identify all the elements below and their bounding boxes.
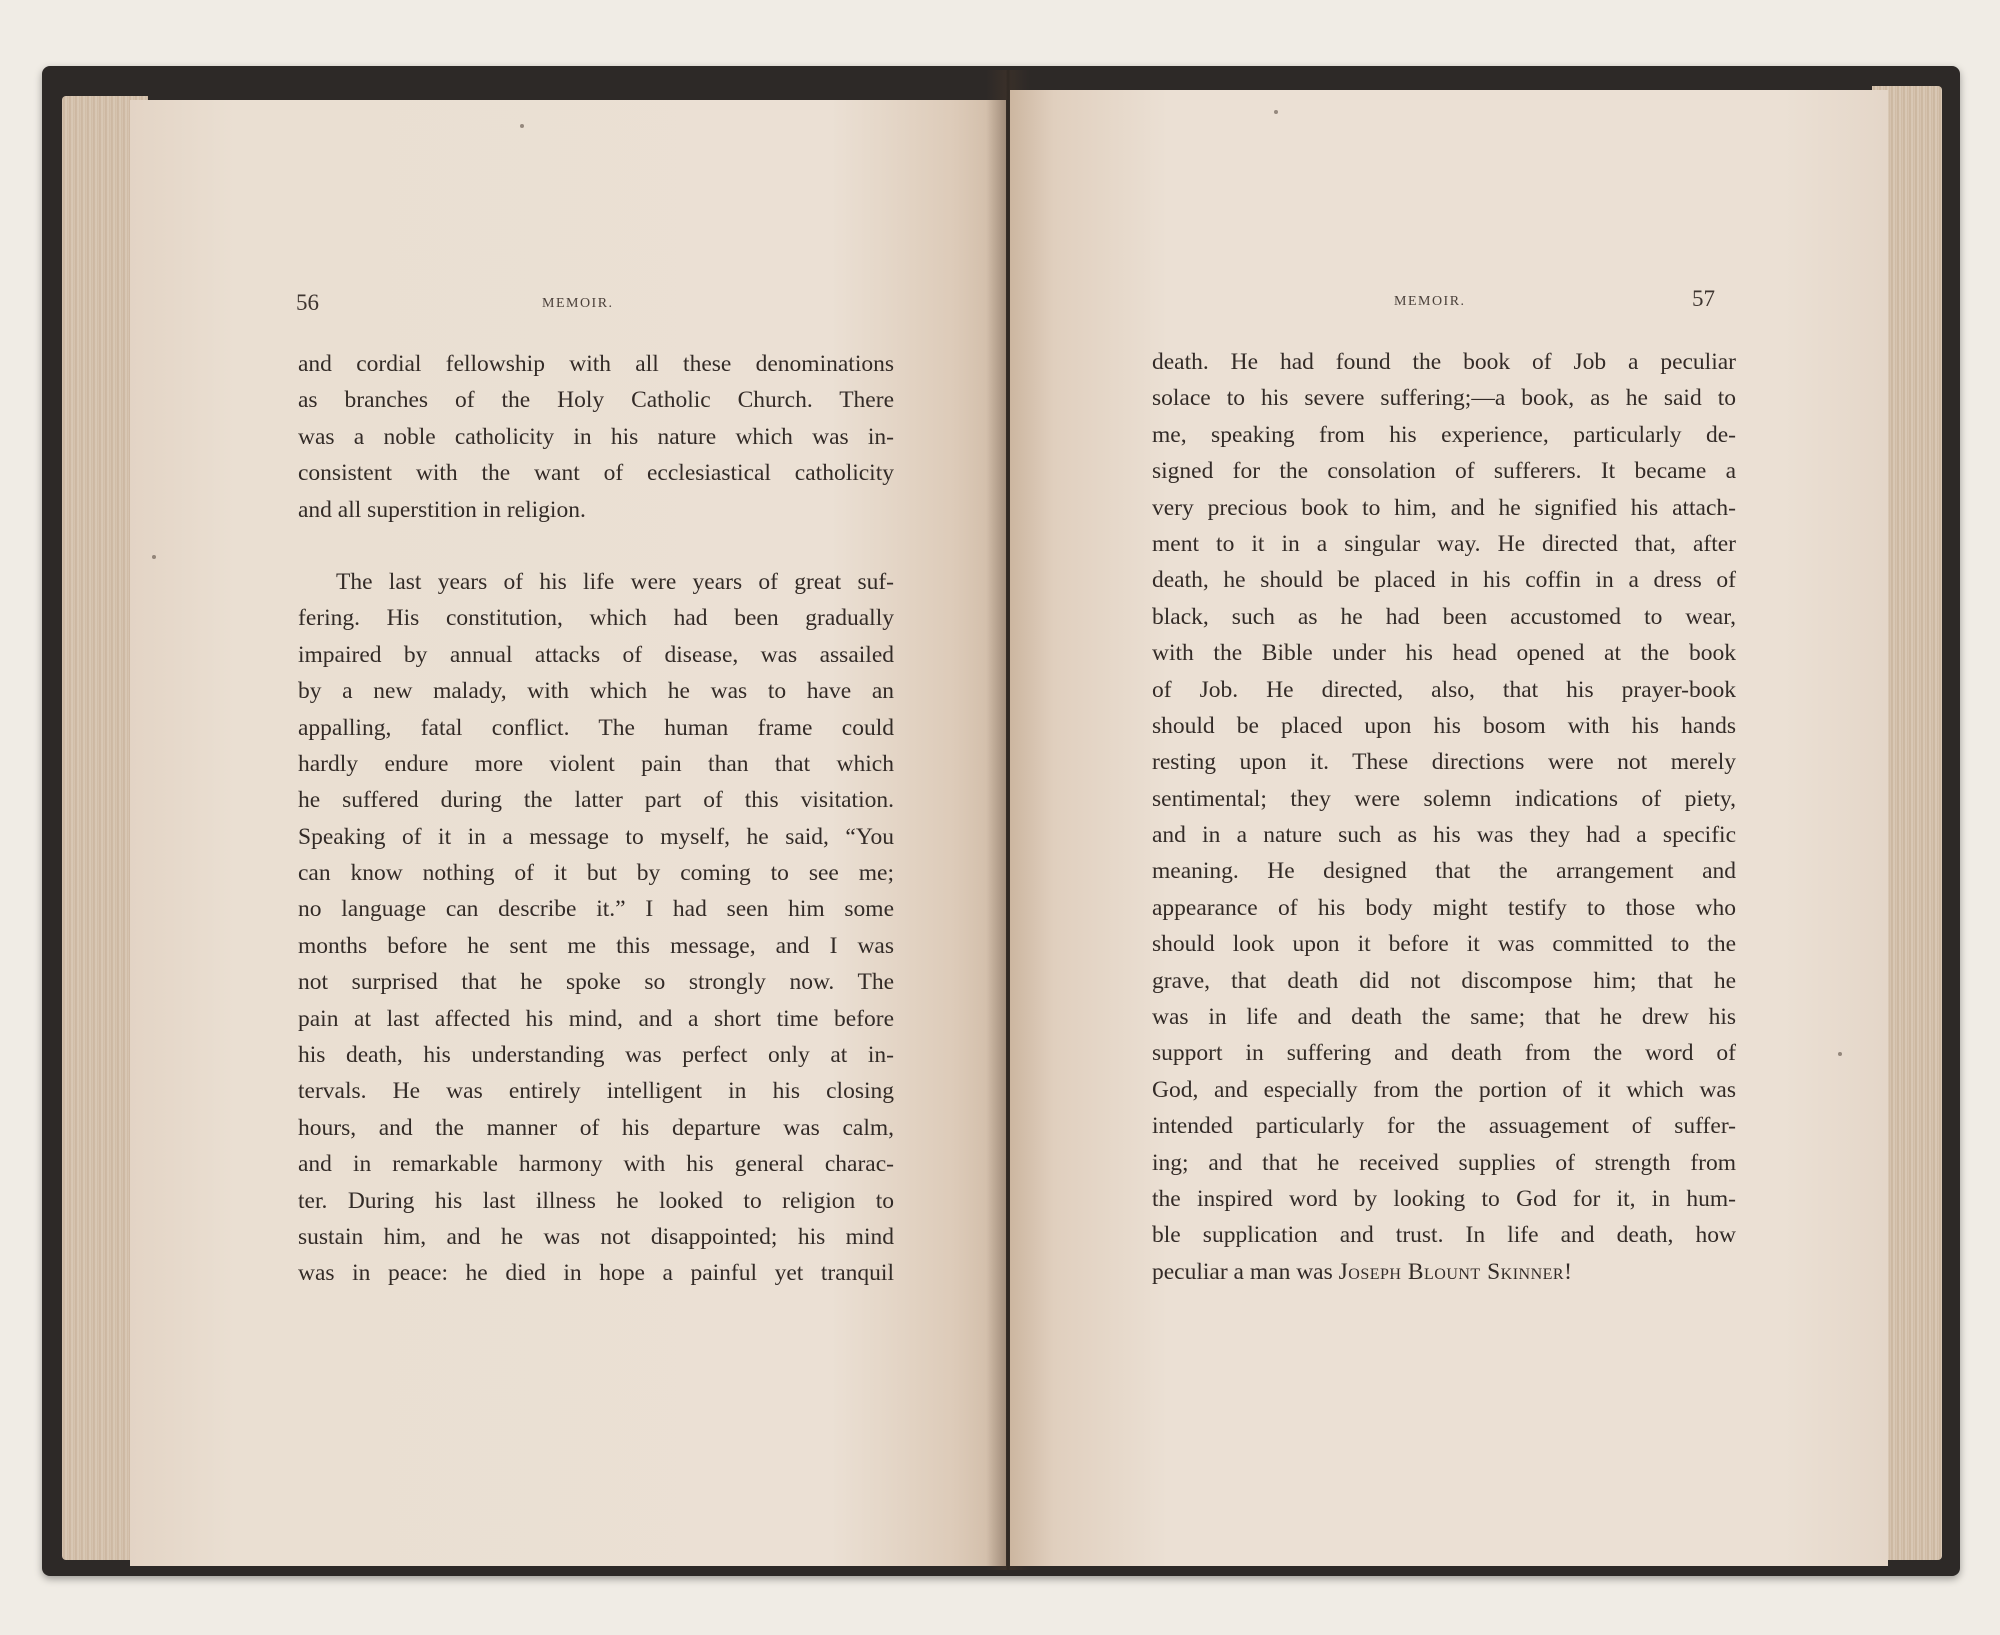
text-line: hours, and the manner of his departure was calm, bbox=[298, 1114, 894, 1141]
final-line-text: peculiar a man was bbox=[1152, 1258, 1339, 1285]
text-line: appalling, fatal conflict. The human frame could bbox=[298, 714, 894, 741]
paragraph bbox=[1152, 344, 1736, 1254]
text-line: the inspired word by looking to God for it, in hum- bbox=[1152, 1185, 1736, 1212]
text-line: ing; and that he received supplies of strength from bbox=[1152, 1149, 1736, 1176]
text-line: and in remarkable harmony with his general charac- bbox=[298, 1151, 894, 1178]
text-line: ter. During his last illness he looked to religion to bbox=[298, 1187, 894, 1214]
text-line: ment to it in a singular way. He directed that, after bbox=[1152, 530, 1736, 557]
left-page-body bbox=[298, 346, 894, 1292]
text-line: no language can describe it.” I had seen him some bbox=[298, 896, 894, 923]
paragraph bbox=[298, 346, 894, 528]
text-line: was in peace: he died in hope a painful yet tranquil bbox=[298, 1260, 894, 1287]
text-line: not surprised that he spoke so strongly now. The bbox=[298, 969, 894, 996]
text-line: very precious book to him, and he signified his attach- bbox=[1152, 494, 1736, 521]
text-line: me, speaking from his experience, particularly de- bbox=[1152, 421, 1736, 448]
text-line: death, he should be placed in his coffin in a dress of bbox=[1152, 567, 1736, 594]
final-line-punctuation: ! bbox=[1564, 1258, 1572, 1285]
text-line: fering. His constitution, which had been gradually bbox=[298, 605, 894, 632]
text-line: solace to his severe suffering;—a book, as he said to bbox=[1152, 385, 1736, 412]
text-line: he suffered during the latter part of this visitation. bbox=[298, 787, 894, 814]
text-line: and in a nature such as his was they had a specific bbox=[1152, 822, 1736, 849]
paper-speck bbox=[152, 555, 156, 559]
text-line: as branches of the Holy Catholic Church. There bbox=[298, 387, 894, 414]
text-line: death. He had found the book of Job a peculiar bbox=[1152, 349, 1736, 375]
text-line: sustain him, and he was not disappointed; his mind bbox=[298, 1223, 894, 1250]
text-line: by a new malady, with which he was to have an bbox=[298, 678, 894, 705]
left-page bbox=[130, 100, 1006, 1566]
text-line: months before he sent me this message, and I was bbox=[298, 932, 894, 959]
text-line: should look upon it before it was committed to the bbox=[1152, 931, 1736, 958]
text-line: support in suffering and death from the word of bbox=[1152, 1040, 1736, 1067]
text-line: sentimental; they were solemn indications of piety, bbox=[1152, 785, 1736, 812]
text-line: hardly endure more violent pain than that which bbox=[298, 750, 894, 777]
left-page-number: 56 bbox=[296, 290, 319, 315]
right-page-number: 57 bbox=[1692, 286, 1715, 311]
text-line: his death, his understanding was perfect only at in- bbox=[298, 1042, 894, 1069]
text-line bbox=[1152, 1254, 1736, 1290]
text-line: and cordial fellowship with all these denominations bbox=[298, 351, 894, 377]
text-line: tervals. He was entirely intelligent in his closing bbox=[298, 1078, 894, 1105]
paper-speck bbox=[520, 124, 524, 128]
text-line: consistent with the want of ecclesiastical catholicity bbox=[298, 460, 894, 487]
paper-speck bbox=[1274, 110, 1278, 114]
text-line: God, and especially from the portion of it which was bbox=[1152, 1076, 1736, 1103]
text-line: signed for the consolation of sufferers. It became a bbox=[1152, 458, 1736, 485]
text-line: intended particularly for the assuagement of suffer- bbox=[1152, 1113, 1736, 1140]
text-line: impaired by annual attacks of disease, was assailed bbox=[298, 641, 894, 668]
left-running-head: MEMOIR. bbox=[542, 296, 614, 311]
text-line: The last years of his life were years of great suf- bbox=[336, 568, 894, 595]
text-line: resting upon it. These directions were not merely bbox=[1152, 749, 1736, 776]
text-line: Speaking of it in a message to myself, he said, “You bbox=[298, 823, 894, 850]
right-running-head: MEMOIR. bbox=[1394, 294, 1466, 309]
text-line: ble supplication and trust. In life and death, how bbox=[1152, 1222, 1736, 1249]
text-line: meaning. He designed that the arrangement and bbox=[1152, 858, 1736, 885]
text-line: can know nothing of it but by coming to see me; bbox=[298, 860, 894, 887]
text-line: appearance of his body might testify to those who bbox=[1152, 894, 1736, 921]
text-line: pain at last affected his mind, and a short time before bbox=[298, 1005, 894, 1032]
paper-speck bbox=[1838, 1052, 1842, 1056]
text-line: should be placed upon his bosom with his hands bbox=[1152, 712, 1736, 739]
paragraph-gap bbox=[298, 528, 894, 564]
text-line: was in life and death the same; that he drew his bbox=[1152, 1004, 1736, 1031]
text-line: with the Bible under his head opened at the book bbox=[1152, 640, 1736, 667]
text-line: black, such as he had been accustomed to wear, bbox=[1152, 603, 1736, 630]
text-line: and all superstition in religion. bbox=[298, 496, 586, 523]
text-line: of Job. He directed, also, that his prayer-book bbox=[1152, 676, 1736, 703]
paragraph bbox=[298, 564, 894, 1292]
text-line: was a noble catholicity in his nature which was in- bbox=[298, 423, 894, 450]
text-line: grave, that death did not discompose him; that he bbox=[1152, 967, 1736, 994]
right-page bbox=[1010, 90, 1888, 1566]
right-page-body bbox=[1152, 344, 1736, 1290]
subject-name: Joseph Blount Skinner bbox=[1338, 1258, 1565, 1285]
